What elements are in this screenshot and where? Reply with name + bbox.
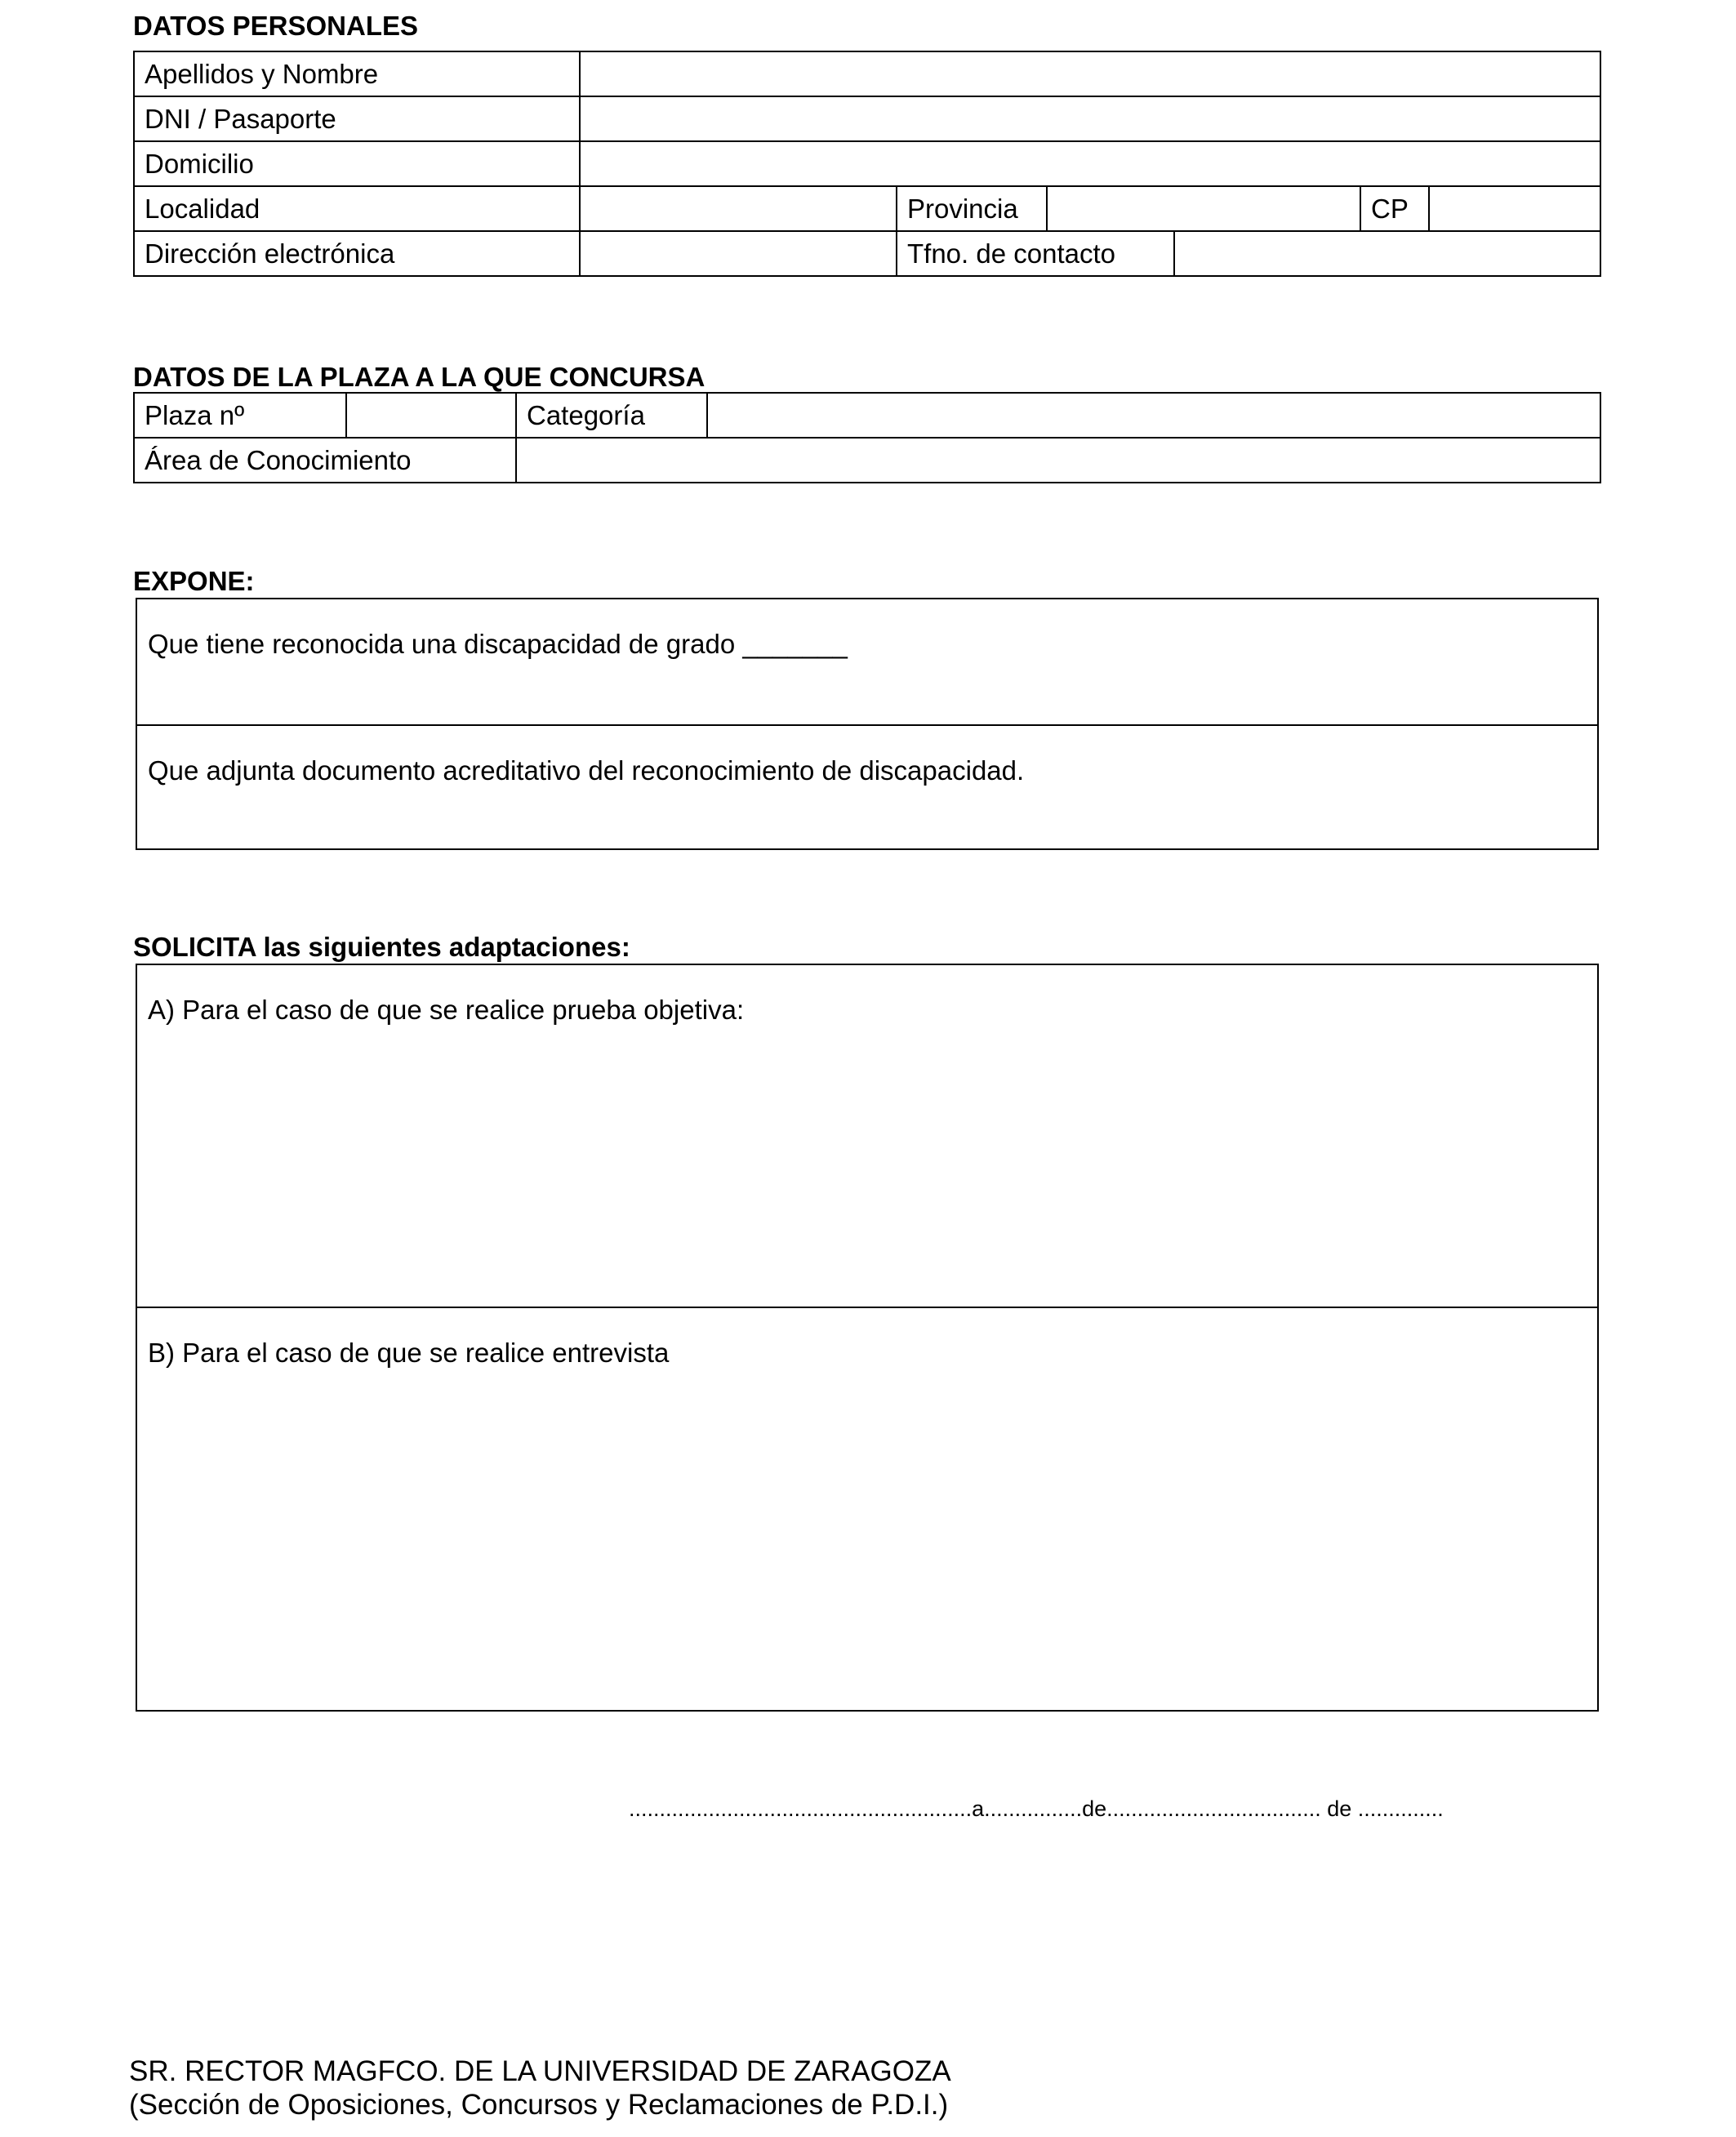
- email-label: Dirección electrónica: [134, 231, 580, 276]
- table-row: [134, 393, 1600, 438]
- personal-data-table: [133, 51, 1601, 277]
- phone-label: Tfno. de contacto: [897, 231, 1174, 276]
- town-label: Localidad: [134, 186, 580, 231]
- objective-test-label: A) Para el caso de que se realice prueba objetiva:: [148, 995, 745, 1025]
- province-label: Provincia: [897, 186, 1047, 231]
- category-field[interactable]: [707, 393, 1600, 438]
- id-label: DNI / Pasaporte: [134, 96, 580, 141]
- postcode-field[interactable]: [1429, 186, 1600, 231]
- postcode-label: CP: [1360, 186, 1429, 231]
- personal-data-heading: DATOS PERSONALES: [133, 11, 418, 41]
- phone-field[interactable]: [1174, 231, 1600, 276]
- interview-adaptations[interactable]: [137, 1307, 1597, 1710]
- table-row: [134, 186, 1600, 231]
- supporting-document-statement[interactable]: [137, 724, 1597, 848]
- interview-label: B) Para el caso de que se realice entrevista: [148, 1338, 670, 1368]
- address-field[interactable]: [580, 141, 1600, 186]
- supporting-document-text: Que adjunta documento acreditativo del reconocimiento de discapacidad.: [148, 755, 1025, 786]
- addressee-line-1: SR. RECTOR MAGFCO. DE LA UNIVERSIDAD DE ZARAGOZA: [129, 2055, 951, 2087]
- table-row: [134, 231, 1600, 276]
- province-field[interactable]: [1047, 186, 1360, 231]
- address-label: Domicilio: [134, 141, 580, 186]
- position-data-table: [133, 392, 1601, 483]
- position-number-label: Plaza nº: [134, 393, 346, 438]
- disability-degree-statement[interactable]: [137, 599, 1597, 724]
- knowledge-area-field[interactable]: [516, 438, 1600, 483]
- table-row: [134, 438, 1600, 483]
- category-label: Categoría: [516, 393, 707, 438]
- solicita-heading: SOLICITA las siguientes adaptaciones:: [133, 932, 630, 962]
- disability-degree-text: Que tiene reconocida una discapacidad de grado _______: [148, 629, 848, 659]
- expone-box: [136, 598, 1599, 850]
- addressee-line-2: (Sección de Oposiciones, Concursos y Reclamaciones de P.D.I.): [129, 2089, 949, 2121]
- solicita-box: [136, 964, 1599, 1712]
- knowledge-area-label: Área de Conocimiento: [134, 438, 516, 483]
- id-field[interactable]: [580, 96, 1600, 141]
- place-date-line[interactable]: ........................................................a................de................................... de ..............: [629, 1796, 1444, 1821]
- table-row: [134, 96, 1600, 141]
- position-number-field[interactable]: [346, 393, 516, 438]
- name-label: Apellidos y Nombre: [134, 51, 580, 96]
- name-field[interactable]: [580, 51, 1600, 96]
- table-row: [134, 141, 1600, 186]
- email-field[interactable]: [580, 231, 897, 276]
- table-row: [134, 51, 1600, 96]
- expone-heading: EXPONE:: [133, 566, 255, 596]
- town-field[interactable]: [580, 186, 897, 231]
- objective-test-adaptations[interactable]: [137, 965, 1597, 1307]
- position-data-heading: DATOS DE LA PLAZA A LA QUE CONCURSA: [133, 362, 706, 392]
